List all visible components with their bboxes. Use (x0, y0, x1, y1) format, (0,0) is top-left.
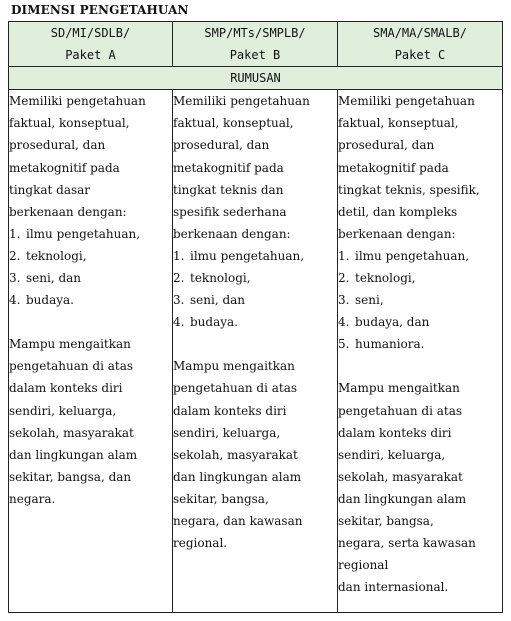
paragraph-line: prosedural, dan (338, 138, 435, 153)
paragraph-line: sendiri, keluarga, (9, 403, 117, 418)
list-item (338, 245, 502, 267)
content-cell-sma (338, 90, 503, 613)
paragraph-line: dan lingkungan alam (338, 491, 467, 506)
paragraph-line: dalam konteks diri (9, 381, 123, 396)
paragraph-line: detil, dan kompleks (338, 204, 458, 219)
list-item-number: 5. (338, 337, 350, 352)
header-line: Paket A (65, 48, 116, 63)
list-item (9, 223, 172, 245)
paragraph-line: spesifik sederhana (173, 204, 287, 219)
list-item (338, 311, 502, 333)
content-cell-sd (9, 90, 173, 613)
paragraph-line: sendiri, keluarga, (338, 447, 446, 462)
paragraph-line: prosedural, dan (9, 138, 106, 153)
paragraph-line: sekitar, bangsa, (173, 491, 269, 506)
paragraph-line: tingkat teknis dan (173, 182, 284, 197)
list-item (338, 289, 502, 311)
list-item-text: budaya, dan (355, 315, 430, 330)
paragraph-line: metakognitif pada (173, 160, 284, 175)
list-item-text: teknologi, (26, 248, 87, 263)
subheader-row (9, 67, 503, 90)
list-item (9, 289, 172, 311)
paragraph-line: berkenaan dengan: (9, 204, 127, 219)
list-item (9, 245, 172, 267)
paragraph-line: Mampu mengaitkan (338, 381, 460, 396)
list-item (173, 289, 337, 311)
paragraph-line: negara, dan kawasan (173, 513, 303, 528)
list-item-number: 1. (9, 226, 21, 241)
list-item-number: 3. (9, 271, 21, 286)
paragraph-line: metakognitif pada (9, 160, 120, 175)
competency-table (8, 21, 503, 613)
list-item-number: 1. (338, 248, 350, 263)
list-item (173, 245, 337, 267)
paragraph-gap (338, 355, 502, 377)
header-line: Paket B (229, 48, 281, 63)
paragraph-line: regional (338, 558, 389, 573)
header-cell-sma (338, 22, 503, 67)
paragraph-line: prosedural, dan (173, 138, 270, 153)
paragraph-line: negara. (9, 491, 56, 506)
paragraph-line: sekolah, masyarakat (173, 447, 298, 462)
list-item-text: teknologi, (190, 271, 251, 286)
list-item-text: seni, (355, 293, 384, 308)
header-row (9, 22, 503, 67)
list-item-number: 2. (173, 271, 185, 286)
header-line: SD/MI/SDLB/ (50, 26, 131, 40)
list-item (173, 311, 337, 333)
paragraph-line: dalam konteks diri (338, 425, 452, 440)
list-item-number: 3. (338, 293, 350, 308)
paragraph-line: tingkat teknis, spesifik, (338, 182, 480, 197)
content-cell-smp (173, 90, 338, 613)
paragraph-line: dan lingkungan alam (173, 469, 302, 484)
list-item-number: 2. (9, 248, 21, 263)
list-item-text: seni, dan (26, 271, 82, 286)
list-item (9, 267, 172, 289)
content-row (9, 90, 503, 613)
paragraph-line: Memiliki pengetahuan (338, 94, 475, 109)
paragraph-line: sekolah, masyarakat (338, 469, 463, 484)
paragraph-line: pengetahuan di atas (338, 403, 463, 418)
paragraph-line: sekitar, bangsa, (338, 513, 434, 528)
list-item (173, 267, 337, 289)
header-cell-smp (173, 22, 338, 67)
list-item-text: seni, dan (190, 293, 246, 308)
paragraph-line: berkenaan dengan: (173, 226, 291, 241)
paragraph-line: sendiri, keluarga, (173, 425, 281, 440)
list-item-number: 4. (173, 315, 185, 330)
paragraph-line: sekolah, masyarakat (9, 425, 134, 440)
list-item (338, 333, 502, 355)
header-line: Paket C (394, 48, 446, 63)
paragraph-line: metakognitif pada (338, 160, 449, 175)
paragraph-line: tingkat dasar (9, 182, 91, 197)
list-item-number: 4. (338, 315, 350, 330)
paragraph-line: sekitar, bangsa, dan (9, 469, 132, 484)
list-item-text: humaniora. (355, 337, 425, 352)
paragraph-line: pengetahuan di atas (9, 359, 134, 374)
paragraph-line: regional. (173, 536, 228, 551)
paragraph-line: Memiliki pengetahuan (173, 94, 310, 109)
paragraph-line: dan internasional. (338, 580, 449, 595)
list-item-number: 1. (173, 248, 185, 263)
paragraph-line: pengetahuan di atas (173, 381, 298, 396)
list-item (338, 267, 502, 289)
paragraph-line: faktual, konseptual, (338, 116, 459, 131)
paragraph-line: dan lingkungan alam (9, 447, 138, 462)
header-cell-sd (9, 22, 173, 67)
paragraph-line: Mampu mengaitkan (9, 337, 131, 352)
list-item-number: 4. (9, 293, 21, 308)
list-item-number: 2. (338, 271, 350, 286)
paragraph-line: dalam konteks diri (173, 403, 287, 418)
paragraph-line: faktual, konseptual, (173, 116, 294, 131)
header-line: SMA/MA/SMALB/ (373, 26, 467, 40)
paragraph-line: Memiliki pengetahuan (9, 94, 146, 109)
header-line: SMP/MTs/SMPLB/ (204, 26, 306, 40)
paragraph-gap (9, 311, 172, 333)
paragraph-line: Mampu mengaitkan (173, 359, 295, 374)
list-item-text: ilmu pengetahuan, (26, 226, 141, 241)
paragraph-line: berkenaan dengan: (338, 226, 456, 241)
paragraph-gap (173, 333, 337, 355)
paragraph-line: faktual, konseptual, (9, 116, 130, 131)
section-title: DIMENSI PENGETAHUAN (11, 3, 189, 17)
list-item-text: ilmu pengetahuan, (355, 248, 470, 263)
list-item-text: ilmu pengetahuan, (190, 248, 305, 263)
paragraph-line: negara, serta kawasan (338, 536, 476, 551)
subheader-cell: RUMUSAN (9, 67, 503, 90)
list-item-text: budaya. (190, 315, 238, 330)
list-item-number: 3. (173, 293, 185, 308)
list-item-text: teknologi, (355, 271, 416, 286)
list-item-text: budaya. (26, 293, 74, 308)
